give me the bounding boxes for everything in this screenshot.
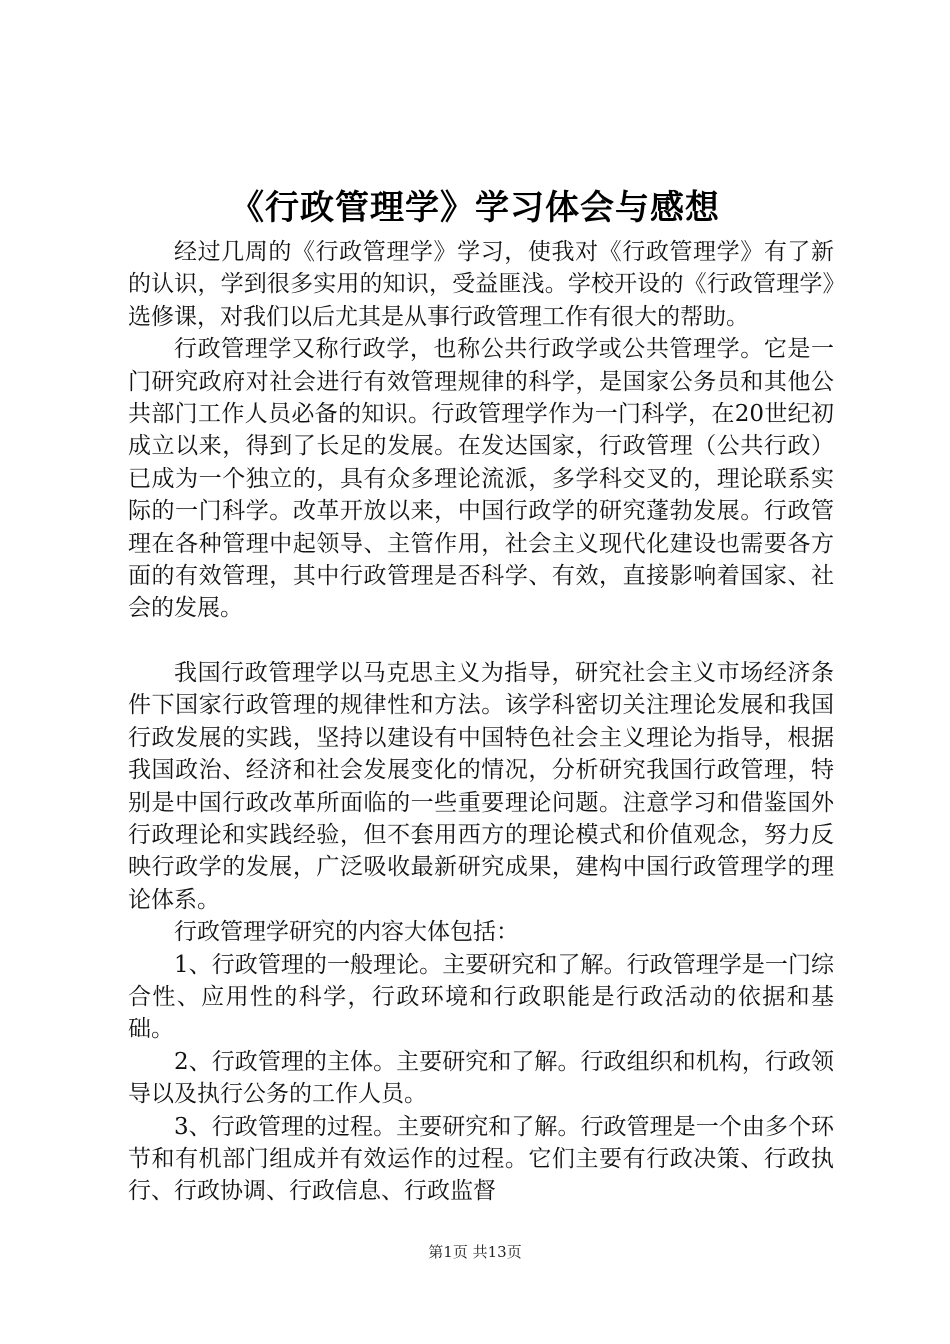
page-footer: 第1页 共13页 xyxy=(428,1243,522,1261)
paragraph-guidance: 我国行政管理学以马克思主义为指导，研究社会主义市场经济条件下国家行政管理的规律性和方法。该学科密切关注理论发展和我国行政发展的实践，坚持以建设有中国特色社会主义理论为指导，根据我国政治、经济和社会发展变化的情况，分析研究我国行政管理，特别是中国行政改革所面临的一些重要理论问题。注意学习和借鉴国外行政理论和实践经验，但不套用西方的理论模式和价值观念，努力反映行政学的发展，广泛吸收最新研究成果，建构中国行政管理学的理论体系。 xyxy=(128,659,834,913)
document-title: 《行政管理学》学习体会与感想 xyxy=(230,188,720,228)
paragraph-definition: 行政管理学又称行政学，也称公共行政学或公共管理学。它是一门研究政府对社会进行有效管理规律的科学，是国家公务员和其他公共部门工作人员必备的知识。行政管理学作为一门科学，在20世纪初成立以来，得到了长足的发展。在发达国家，行政管理（公共行政）已成为一个独立的，具有众多理论流派，多学科交叉的，理论联系实际的一门科学。改革开放以来，中国行政学的研究蓬勃发展。行政管理在各种管理中起领导、主管作用，社会主义现代化建设也需要各方面的有效管理，其中行政管理是否科学、有效，直接影响着国家、社会的发展。 xyxy=(128,336,834,622)
document-body xyxy=(128,236,834,1208)
list-item-subject: 2、行政管理的主体。主要研究和了解。行政组织和机构，行政领导以及执行公务的工作人员。 xyxy=(128,1048,834,1108)
list-item-process: 3、行政管理的过程。主要研究和了解。行政管理是一个由多个环节和有机部门组成并有效运作的过程。它们主要有行政决策、行政执行、行政协调、行政信息、行政监督 xyxy=(128,1113,834,1205)
paragraph-spacer xyxy=(128,625,834,657)
list-item-general-theory: 1、行政管理的一般理论。主要研究和了解。行政管理学是一门综合性、应用性的科学，行政环境和行政职能是行政活动的依据和基础。 xyxy=(128,951,834,1043)
paragraph-content-intro: 行政管理学研究的内容大体包括： xyxy=(174,919,519,946)
paragraph-intro: 经过几周的《行政管理学》学习，使我对《行政管理学》有了新的认识，学到很多实用的知识，受益匪浅。学校开设的《行政管理学》选修课，对我们以后尤其是从事行政管理工作有很大的帮助。 xyxy=(128,239,834,330)
